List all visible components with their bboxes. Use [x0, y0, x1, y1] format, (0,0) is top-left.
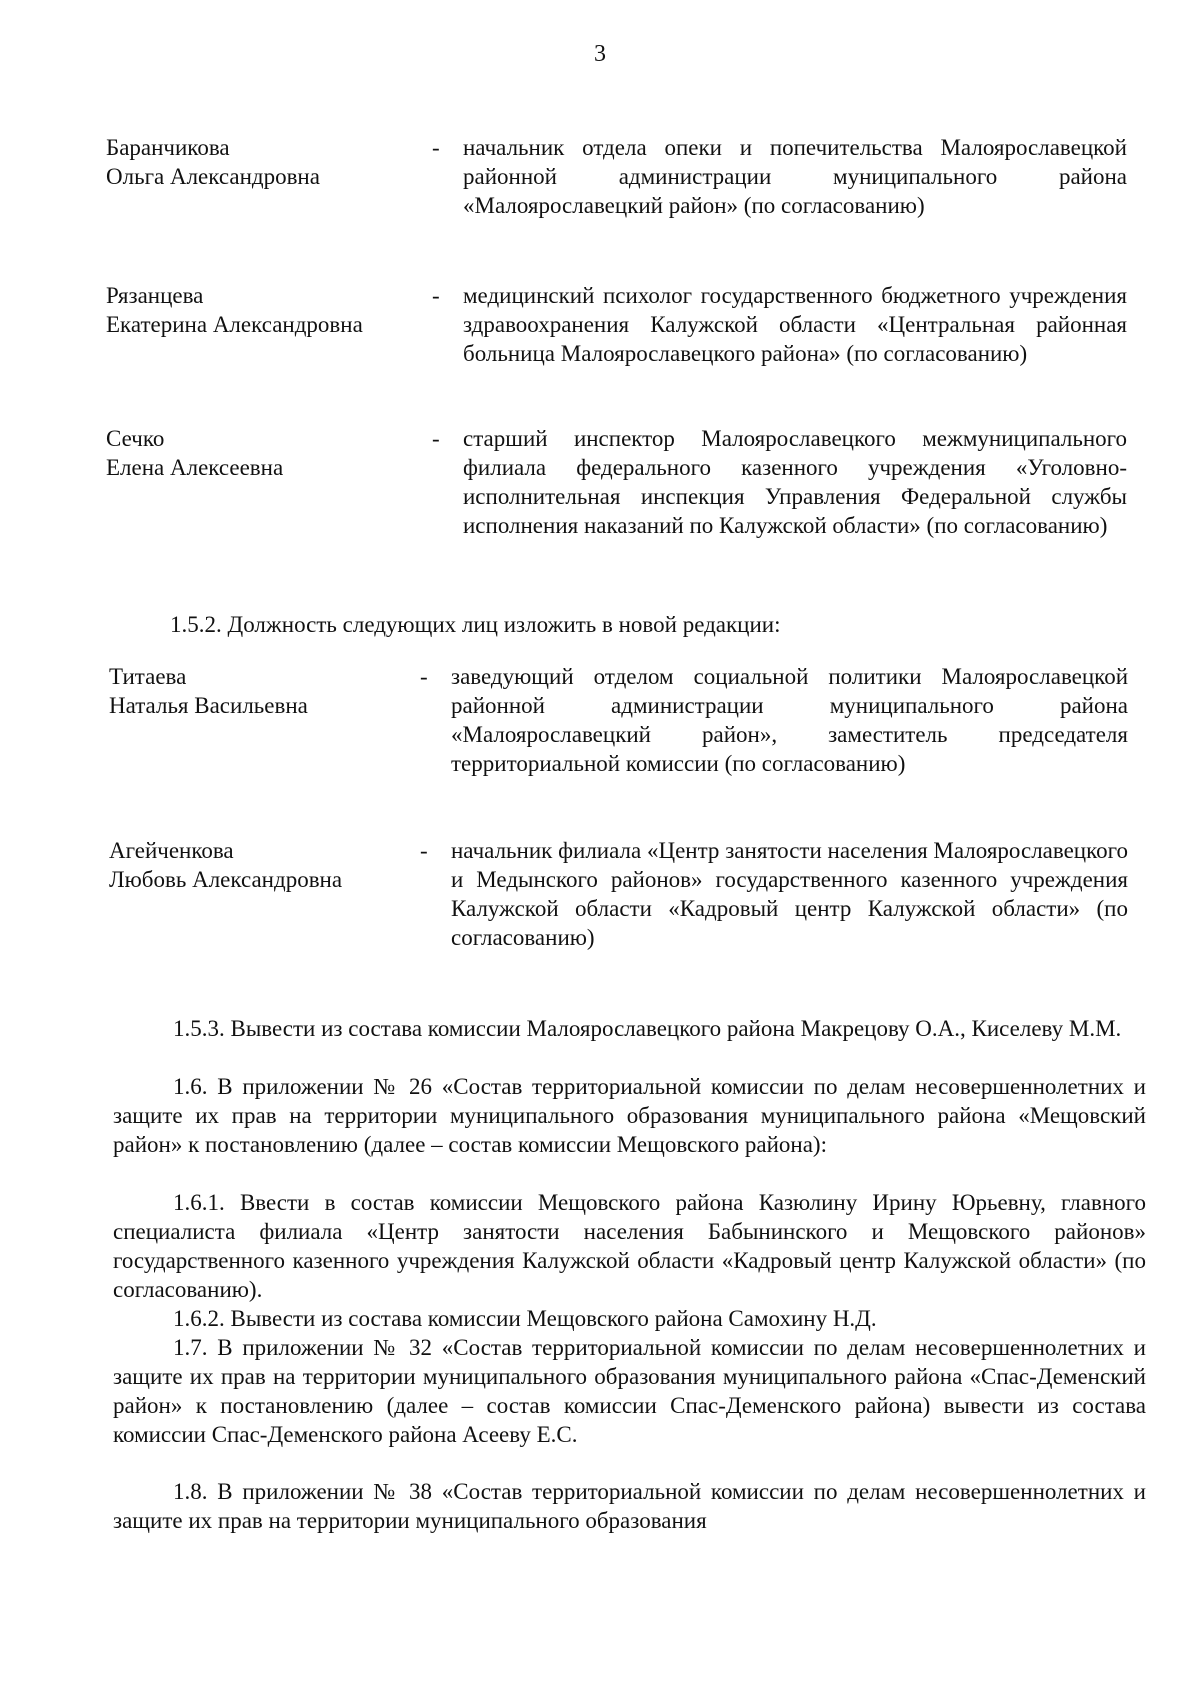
member-given-name: Ольга Александровна: [106, 164, 320, 189]
paragraph-1-7: 1.7. В приложении № 32 «Состав территориальной комиссии по делам несовершеннолетних и защите их прав на территории муниципального образования муниципального района «Спас-Деменский район» к постановлению (далее – состав комиссии Спас-Деменского района) вывести из состава комиссии Спас-Деменского района Асееву Е.С.: [113, 1335, 1146, 1447]
paragraph-1-5-3: 1.5.3. Вывести из состава комиссии Малоярославецкого района Макрецову О.А., Киселеву М.М.: [173, 1016, 1122, 1041]
paragraph-1-6-1: 1.6.1. Ввести в состав комиссии Мещовского района Казюлину Ирину Юрьевну, главного специалиста филиала «Центр занятости населения Бабынинского и Мещовского районов» государственного казенного учреждения Калужской области «Кадровый центр Калужской области» (по согласованию).: [113, 1190, 1146, 1302]
member-given-name: Любовь Александровна: [109, 867, 343, 892]
member-position: старший инспектор Малоярославецкого межмуниципального филиала федерального казенного учреждения «Уголовно-исполнительная инспекция Управления Федеральной службы исполнения наказаний по Калужской области» (по согласованию): [463, 426, 1127, 538]
member-dash: -: [432, 135, 440, 160]
paragraph-1-6: 1.6. В приложении № 26 «Состав территориальной комиссии по делам несовершеннолетних и защите их прав на территории муниципального образования муниципального района «Мещовский район» к постановлению (далее – состав комиссии Мещовского района):: [113, 1074, 1146, 1157]
member-name: [109, 662, 429, 720]
paragraph-1-6-2: 1.6.2. Вывести из состава комиссии Мещовского района Самохину Н.Д.: [173, 1306, 877, 1331]
member-position: начальник филиала «Центр занятости населения Малоярославецкого и Медынского районов» государственного казенного учреждения Калужской области «Кадровый центр Калужской области» (по согласованию): [451, 838, 1128, 950]
member-name: [106, 281, 426, 339]
member-given-name: Наталья Васильевна: [109, 693, 308, 718]
member-name: [109, 836, 429, 894]
member-position: заведующий отделом социальной политики Малоярославецкой районной администрации муниципального района «Малоярославецкий район», заместитель председателя территориальной комиссии (по согласованию): [451, 664, 1128, 776]
paragraph-1-8: 1.8. В приложении № 38 «Состав территориальной комиссии по делам несовершеннолетних и защите их прав на территории муниципального образования: [113, 1479, 1146, 1533]
page-number: 3: [594, 41, 606, 67]
member-surname: Агейченкова: [109, 838, 234, 863]
member-name: [106, 424, 426, 482]
section-heading-1-5-2: 1.5.2. Должность следующих лиц изложить в новой редакции:: [170, 612, 781, 637]
member-name: [106, 133, 426, 191]
member-given-name: Елена Алексеевна: [106, 455, 284, 480]
member-surname: Титаева: [109, 664, 187, 689]
member-surname: Рязанцева: [106, 283, 204, 308]
member-dash: -: [432, 283, 440, 308]
member-dash: -: [420, 664, 428, 689]
member-given-name: Екатерина Александровна: [106, 312, 363, 337]
member-surname: Баранчикова: [106, 135, 230, 160]
member-surname: Сечко: [106, 426, 165, 451]
member-position: начальник отдела опеки и попечительства Малоярославецкой районной администрации муниципального района «Малоярославецкий район» (по согласованию): [463, 135, 1127, 218]
member-position: медицинский психолог государственного бюджетного учреждения здравоохранения Калужской области «Центральная районная больница Малоярославецкого района» (по согласованию): [463, 283, 1127, 366]
member-dash: -: [432, 426, 440, 451]
member-dash: -: [420, 838, 428, 863]
